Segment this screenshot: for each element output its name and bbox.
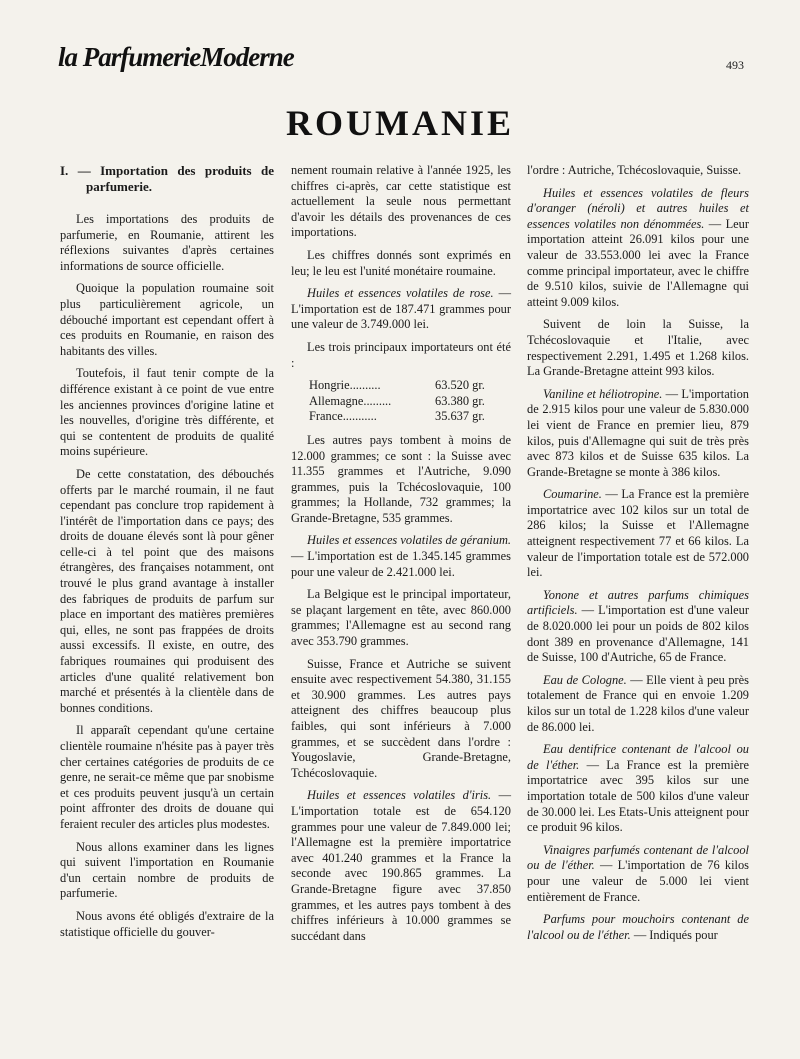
text-coumarine: — La France est la première importatrice avec 102 kilos sur un total de 286 kilos; la Suisse et l'Allemagne atteignent respectivement 77 et 66 kilos. La valeur de l'importation totale est de 572.000 lei. [527, 487, 749, 580]
text-cologne: — Elle vient à peu près totalement de France qui en envoie 1.209 kilos sur un total de 1.228 kilos d'une valeur de 86.000 lei. [527, 672, 749, 734]
table-row [309, 394, 485, 410]
table-row [309, 409, 485, 425]
paragraph-yonone [527, 588, 749, 666]
paragraph: Nous allons examiner dans les lignes qui suivent l'importation en Roumanie d'un certain nombre de produits de parfumerie. [60, 839, 274, 901]
paragraph-geranium [291, 533, 511, 580]
text-mouchoirs: — Indiqués pour [630, 927, 718, 942]
section-heading: I. — Importation des produits de parfumerie. [60, 163, 274, 194]
paragraph-mouchoirs [527, 912, 749, 943]
paragraph: Suisse, France et Autriche se suivent ensuite avec respectivement 54.380, 31.155 et 30.900 grammes. Les autres pays atteignent des chiffres beaucoup plus faibles, qui sont inférieurs à 7.000 grammes, et se succèdent dans l'ordre : Yougoslavie, Grande-Bretagne, Tchécoslovaquie. [291, 656, 511, 780]
text-neroli: — Leur importation atteint 26.091 kilos pour une valeur de 33.553.000 lei avec la France comme principal importateur, avec le chiffre de 9.510 kilos, suivie de l'Allemagne qui atteint 9.009 kilos. [527, 216, 750, 309]
paragraph: Les trois principaux importateurs ont été : [291, 339, 511, 370]
paragraph-dentifrice [527, 742, 749, 836]
lead-iris: Huiles et essences volatiles d'iris. [307, 788, 492, 803]
lead-vaniline: Vaniline et héliotropine. [543, 386, 663, 401]
text-rose: — L'importation est de 187.471 grammes pour une valeur de 3.749.000 lei. [291, 286, 511, 332]
paragraph-vaniline [527, 387, 749, 481]
paragraph-rose [291, 286, 511, 333]
lead-neroli: Huiles et essences volatiles de fleurs d'oranger (néroli) et autres huiles et essences volatiles non dénommées. [527, 185, 749, 231]
paragraph: Quoique la population roumaine soit plus particulièrement agricole, un débouché important est cependant offert à ces produits en Roumanie, en raison des habitants des villes. [60, 281, 274, 358]
paragraph: Toutefois, il faut tenir compte de la différence existant à ce point de vue entre les anciennes provinces d'origine latine et les nouvelles, d'origine très différente, et qui se contentent de produits de qualité moins supérieure. [60, 366, 274, 459]
paragraph-coumarine [527, 487, 749, 581]
lead-cologne: Eau de Cologne. [543, 672, 627, 687]
paragraph: nement roumain relative à l'année 1925, les chiffres ci-après, car cette statistique est actuellement la seule nous permettant d'avoir les détails des provenances de ces importations. [291, 163, 511, 240]
lead-geranium: Huiles et essences volatiles de géranium. [307, 533, 511, 548]
column-3 [527, 163, 749, 950]
paragraph: De cette constatation, des débouchés offerts par le marché roumain, il ne faut cependant pas conclure trop rapidement à l'intérêt de l'importation dans ce pays; des droits de douane élevés sont là pour gêner celle-ci à tel point que des maisons étrangères, des françaises notamment, ont trouvé le plus grand avantage à installer des fabriques de produits de parfum sur place en important des matières premières qui, elles, ne sont pas frappées de droits aussi excessifs. Il existe, en outre, des fabriques roumaines qui produisent des articles d'une qualité relativement bon marché et présentés à la clientèle dans de bonnes conditions. [60, 466, 274, 715]
paragraph: Il apparaît cependant qu'une certaine clientèle roumaine n'hésite pas à payer très cher certaines catégories de produits de ce genre, ne serait-ce même que par snobisme et ces produits peuvent jusqu'à un certain point affronter des droits de douane qui feraient reculer des articles plus modestes. [60, 723, 274, 831]
paragraph-iris [291, 788, 511, 944]
paragraph: l'ordre : Autriche, Tchécoslovaquie, Suisse. [527, 163, 742, 177]
paragraph-vinaigres [527, 843, 749, 905]
paragraph: Nous avons été obligés d'extraire de la statistique officielle du gouver- [60, 908, 274, 939]
lead-vinaigres: Vinaigres parfumés contenant de l'alcool ou de l'éther. [527, 842, 749, 873]
masthead-logo: la ParfumerieModerne [58, 42, 294, 72]
importer-amount: 63.520 gr. [435, 378, 485, 393]
paragraph: La Belgique est le principal importateur, se plaçant largement en tête, avec 860.000 grammes; l'Allemagne est au second rang avec 353.790 grammes. [291, 587, 511, 649]
importers-table [309, 378, 485, 425]
page-number: 493 [726, 58, 744, 72]
text-iris: — L'importation totale est de 654.120 grammes pour une valeur de 7.849.000 lei; l'Allemagne est la première importatrice avec 401.240 grammes et la France la seconde avec 190.865 grammes. La Grande-Bretagne figure avec 37.850 grammes, et les autres pays tombent à des chiffres inférieurs à 10.000 grammes se succédant dans [291, 788, 512, 943]
lead-coumarine: Coumarine. [543, 487, 602, 502]
importer-amount: 35.637 gr. [435, 409, 485, 424]
lead-yonone: Yonone et autres parfums chimiques artificiels. [527, 587, 749, 618]
paragraph: Les chiffres donnés sont exprimés en leu; le leu est l'unité monétaire roumaine. [291, 247, 511, 278]
importer-country: Hongrie.......... [309, 378, 381, 393]
importer-amount: 63.380 gr. [435, 393, 485, 408]
paragraph: Les autres pays tombent à moins de 12.000 grammes; ce sont : la Suisse avec 11.355 grammes et l'Autriche, 9.090 grammes, puis la Tchécoslovaquie, 100 grammes; la Hollande, 732 grammes; la Grande-Bretagne, 535 grammes. [291, 432, 511, 525]
importer-country: France........... [309, 409, 377, 424]
column-1 [60, 163, 274, 947]
column-2 [291, 163, 511, 951]
article-title: ROUMANIE [286, 103, 514, 143]
paragraph: Suivent de loin la Suisse, la Tchécoslovaquie et l'Italie, avec respectivement 2.291, 1.495 et 1.268 kilos. La Grande-Bretagne atteint 993 kilos. [527, 317, 749, 379]
lead-mouchoirs: Parfums pour mouchoirs contenant de l'alcool ou de l'éther. [527, 912, 749, 942]
text-vinaigres: — L'importation de 76 kilos pour une valeur de 5.000 lei vient entièrement de France. [527, 858, 749, 904]
importer-country: Allemagne......... [309, 393, 392, 408]
text-yonone: — L'importation est d'une valeur de 8.020.000 lei pour un poids de 802 kilos dont 389 en provenance d'Allemagne, 141 de Suisse, 100 d'Autriche, 65 de France. [527, 603, 749, 665]
text-vaniline: — L'importation de 2.915 kilos pour une valeur de 5.830.000 lei vient de France en premier lieu, 879 kilos, puis d'Allemagne qui suit de très près avec 873 kilos et de Suisse 635 kilos. La Grande-Bretagne se monte à 386 kilos. [527, 386, 749, 479]
paragraph-neroli [527, 186, 749, 311]
table-row [309, 378, 485, 394]
paragraph: Les importations des produits de parfumerie, en Roumanie, attirent les réflexions suivantes d'après certaines informations de source officielle. [60, 212, 274, 273]
paragraph-cologne [527, 673, 749, 735]
lead-rose: Huiles et essences volatiles de rose. [307, 286, 494, 301]
lead-dentifrice: Eau dentifrice contenant de l'alcool ou de l'éther. [527, 742, 749, 772]
text-dentifrice: — La France est la première importatrice avec 395 kilos sur une importation totale de 500 kilos d'une valeur de 30.000 lei. Les Etats-Unis atteignent pour ce produit 96 kilos. [527, 757, 749, 835]
text-geranium: — L'importation est de 1.345.145 grammes pour une valeur de 2.421.000 lei. [291, 549, 511, 579]
